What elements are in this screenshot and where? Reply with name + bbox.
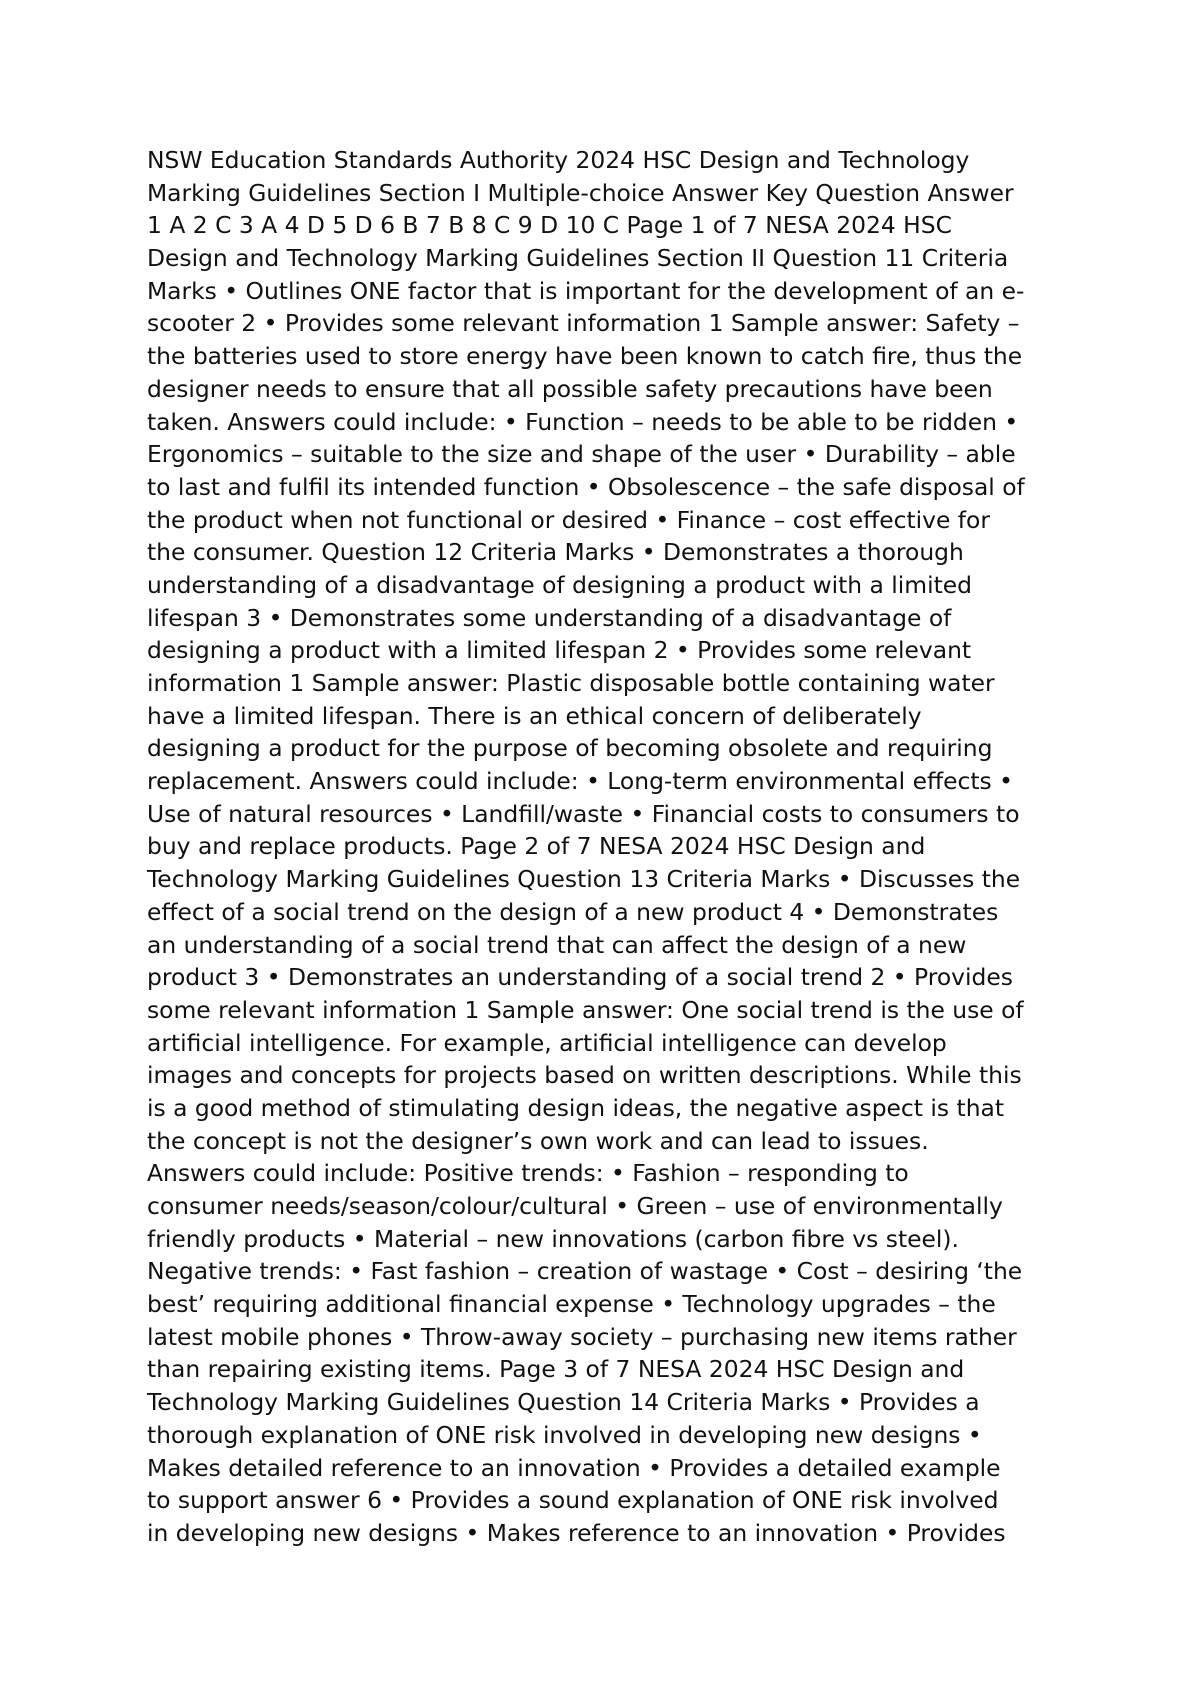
text-line: some relevant information 1 Sample answer: One social trend is the use of [147, 995, 1024, 1024]
text-line: best’ requiring additional financial expense • Technology upgrades – the [147, 1290, 996, 1319]
text-line: an understanding of a social trend that can affect the design of a new [147, 930, 967, 959]
text-line: thorough explanation of ONE risk involved in developing new designs • [147, 1420, 982, 1449]
text-line: Marks • Outlines ONE factor that is important for the development of an e- [147, 276, 1025, 305]
text-line: Marking Guidelines Section I Multiple-choice Answer Key Question Answer [147, 178, 1014, 207]
text-line: have a limited lifespan. There is an ethical concern of deliberately [147, 701, 922, 730]
text-line: effect of a social trend on the design of a new product 4 • Demonstrates [147, 897, 999, 926]
text-line: is a good method of stimulating design ideas, the negative aspect is that [147, 1093, 1005, 1122]
text-line: 1 A 2 C 3 A 4 D 5 D 6 B 7 B 8 C 9 D 10 C Page 1 of 7 NESA 2024 HSC [147, 211, 952, 240]
text-line: images and concepts for projects based on written descriptions. While this [147, 1061, 1022, 1090]
text-line: to support answer 6 • Provides a sound explanation of ONE risk involved [147, 1486, 999, 1515]
text-line: taken. Answers could include: • Function – needs to be able to be ridden • [147, 407, 1019, 436]
text-line: artificial intelligence. For example, artificial intelligence can develop [147, 1028, 947, 1057]
text-line: than repairing existing items. Page 3 of 7 NESA 2024 HSC Design and [147, 1355, 965, 1384]
text-line: designing a product with a limited lifespan 2 • Provides some relevant [147, 636, 972, 665]
text-line: consumer needs/season/colour/cultural • Green – use of environmentally [147, 1192, 1003, 1220]
text-line: the consumer. Question 12 Criteria Marks • Demonstrates a thorough [147, 538, 964, 567]
text-line: buy and replace products. Page 2 of 7 NESA 2024 HSC Design and [147, 832, 926, 861]
text-line: Use of natural resources • Landfill/waste • Financial costs to consumers to [147, 799, 1020, 828]
text-line: friendly products • Material – new innovations (carbon fibre vs steel). [147, 1224, 959, 1253]
text-line: the product when not functional or desired • Finance – cost effective for [147, 505, 990, 534]
text-line: NSW Education Standards Authority 2024 HSC Design and Technology [147, 146, 970, 174]
text-line: Design and Technology Marking Guidelines Section II Question 11 Criteria [147, 244, 1009, 273]
text-line: lifespan 3 • Demonstrates some understanding of a disadvantage of [147, 603, 952, 632]
text-line: the concept is not the designer’s own work and can lead to issues. [147, 1126, 929, 1155]
text-line: designing a product for the purpose of becoming obsolete and requiring [147, 734, 993, 763]
text-line: to last and fulfil its intended function • Obsolescence – the safe disposal of [147, 472, 1025, 501]
text-line: latest mobile phones • Throw-away society – purchasing new items rather [147, 1322, 1017, 1351]
text-line: the batteries used to store energy have been known to catch fire, thus the [147, 342, 1023, 371]
text-line: information 1 Sample answer: Plastic disposable bottle containing water [147, 669, 995, 697]
text-line: Technology Marking Guidelines Question 13 Criteria Marks • Discusses the [147, 865, 1021, 894]
text-line: understanding of a disadvantage of designing a product with a limited [147, 570, 972, 599]
text-line: scooter 2 • Provides some relevant information 1 Sample answer: Safety – [147, 309, 1020, 338]
text-line: in developing new designs • Makes reference to an innovation • Provides [147, 1518, 1006, 1547]
text-line: product 3 • Demonstrates an understanding of a social trend 2 • Provides [147, 963, 1013, 992]
text-line: Technology Marking Guidelines Question 14 Criteria Marks • Provides a [147, 1388, 980, 1417]
text-line: designer needs to ensure that all possible safety precautions have been [147, 374, 993, 403]
document-body-text [147, 144, 1077, 1550]
text-line: Negative trends: • Fast fashion – creation of wastage • Cost – desiring ‘the [147, 1257, 1023, 1286]
text-line: Ergonomics – suitable to the size and shape of the user • Durability – able [147, 440, 1016, 469]
text-line: Answers could include: Positive trends: • Fashion – responding to [147, 1159, 909, 1188]
text-line: Makes detailed reference to an innovation • Provides a detailed example [147, 1453, 1001, 1482]
text-line: replacement. Answers could include: • Long-term environmental effects • [147, 767, 1013, 796]
